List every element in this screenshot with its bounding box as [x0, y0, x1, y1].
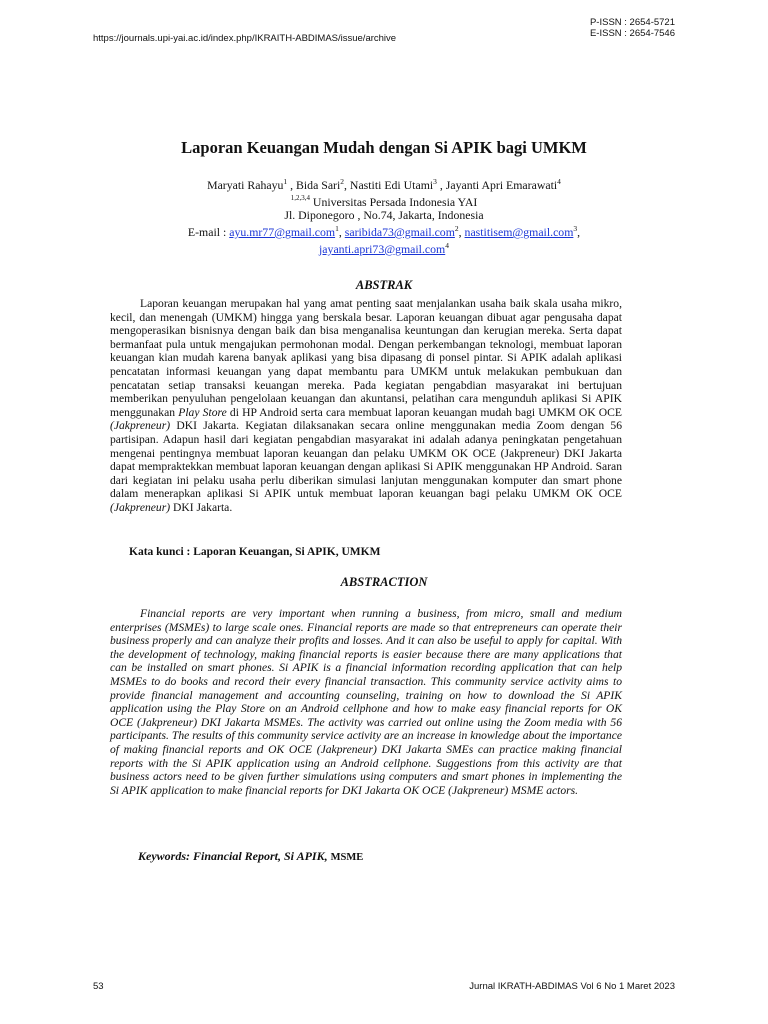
- email-sup: 4: [445, 240, 449, 250]
- affiliation: Universitas Persada Indonesia YAI: [312, 194, 478, 209]
- email-link[interactable]: ayu.mr77@gmail.com: [229, 224, 336, 239]
- email-line: [0, 239, 768, 256]
- email-sup: 1: [335, 223, 339, 233]
- abstrak-heading: ABSTRAK: [355, 278, 413, 292]
- abstraction-paragraph: Financial reports are very important when running a business, from micro, small and medium enterprises (MSMEs) to large scale ones. Financial reports are made so that entrepreneurs can operate their business properly and can analyze their profits and losses. And it can also be useful to apply for capital. With the development of technology, making financial reports is easier because there are many applications that can be installed on smart phones. Si APIK is a financial information recording application that can help MSMEs to do books and record their every financial transaction. This community service activity aims to provide financial management and accounting counseling, training on how to download the Si APIK application using the Play Store on an Android cellphone and how to make easy financial reports for OK OCE (Jakpreneur) DKI Jakarta MSMEs. The activity was carried out online using the Zoom media with 56 participants. The results of this community service activity are an increase in knowledge about the importance of making financial reports and OK OCE (Jakpreneur) DKI Jakarta SMEs can practice making financial reports with the Si APIK application using an Android cellphone. Suggestions from this activity are that business actors need to be given further simulations using computers and smart phones in implementing the Si APIK application to make financial reports for DKI Jakarta OK OCE (Jakpreneur) MSME actors.: [110, 607, 622, 797]
- abstrak-body: [110, 297, 622, 515]
- author-sup: 3: [433, 177, 437, 186]
- email-link[interactable]: saribida73@gmail.com: [344, 224, 455, 239]
- author-name: Maryati Rahayu: [207, 177, 284, 192]
- journal-footer: Jurnal IKRATH-ABDIMAS Vol 6 No 1 Maret 2023: [469, 981, 675, 992]
- author-name: Nastiti Edi Utami: [349, 177, 434, 192]
- email-label: E-mail :: [187, 224, 227, 239]
- abstrak-italic: (Jakpreneur): [110, 500, 171, 514]
- author-sup: 2: [340, 177, 345, 186]
- author-sup: 4: [557, 177, 561, 186]
- affiliation-line: [0, 192, 768, 209]
- author-block: [0, 175, 768, 256]
- abstrak-text: DKI Jakarta. Kegiatan dilaksanakan secara online menggunakan media Zoom dengan 56 partisipan. Adapun hasil dari kegiatan pengabdian masyarakat ini adalah adanya peningkatan pengetahuan mengenai pentingnya membuat laporan keuangan dan pelaku UMKM OK OCE (Jakpreneur) DKI Jakarta dapat mempraktekkan membuat laporan keuangan dengan aplikasi Si APIK menggunakan HP Android. Saran dari kegiatan ini pelaku usaha perlu diberikan simulasi lanjutan menggunakan komputer dan smart phone dalam menerapkan aplikasi Si APIK untuk membuat laporan keuangan bagi pelaku UMKM OK OCE: [110, 419, 622, 501]
- abstraction-heading: ABSTRACTION: [340, 575, 428, 589]
- abstraction-body: [110, 607, 622, 797]
- email-sup: 3: [573, 223, 578, 233]
- affiliation-sup: 1,2,3,4: [290, 193, 310, 202]
- abstrak-italic: Play Store: [178, 405, 227, 419]
- abstrak-text: DKI Jakarta.: [170, 500, 233, 514]
- journal-url[interactable]: https://journals.upi-yai.ac.id/index.php/IKRAITH-ABDIMAS/issue/archive: [93, 33, 397, 44]
- author-line: Maryati Rahayu$^1$ , Bida Sari$^2$, Nastiti Edi Utami$^3$ , Jayanti Apri Emarawati$^4$: [207, 177, 561, 192]
- email-sup: 2: [454, 223, 459, 233]
- email-link[interactable]: nastitisem@gmail.com: [464, 224, 574, 239]
- author-sup: 1: [283, 177, 288, 186]
- abstrak-text: Laporan keuangan merupakan hal yang amat penting saat menjalankan usaha baik skala usaha mikro, kecil, dan menengah (UMKM) hingga yang berskala besar. Laporan keuangan dibuat agar pengusaha dapat mengoperasikan bisnisnya dengan baik dan bisa menganalisa keuntungan dan kerugian mereka. Serta dapat bermanfaat pula untuk mengajukan permohonan modal. Dengan perkembangan teknologi, membuat laporan keuangan kian mudah karena banyak aplikasi yang bisa dipasang di ponsel pintar. Si APIK adalah aplikasi pencatatan informasi keuangan yang dapat membantu para UMKM untuk melakukan pembukuan dan pencatatan setiap transaksi keuangan mereka. Pada kegiatan pengabdian masyarakat ini bertujuan memberikan penyuluhan pengelolaan keuangan dan akuntansi, pelatihan cara mengunduh aplikasi Si APIK menggunakan: [110, 297, 622, 419]
- paper-title: Laporan Keuangan Mudah dengan Si APIK bagi UMKM: [181, 138, 587, 157]
- page-number: 53: [93, 981, 104, 992]
- keywords-last: MSME: [330, 852, 364, 863]
- author-name: Bida Sari: [296, 177, 341, 192]
- email-line: E-mail : ayu.mr77@gmail.com$^1$, saribida73@gmail.com$^2$, nastitisem@gmail.com$^3$,: [187, 223, 581, 239]
- keywords-label: Keywords: Financial Report, Si APIK,: [138, 849, 328, 863]
- keywords-line: [138, 849, 363, 864]
- abstrak-text: di HP Android serta cara membuat laporan keuangan mudah bagi UMKM OK OCE: [226, 405, 622, 419]
- email-link[interactable]: jayanti.apri73@gmail.com: [319, 241, 446, 256]
- abstrak-paragraph: [110, 297, 622, 515]
- abstrak-italic: (Jakpreneur): [110, 419, 171, 433]
- address: Jl. Diponegoro , No.74, Jakarta, Indonesia: [284, 207, 484, 222]
- e-issn: E-ISSN : 2654-7546: [589, 28, 675, 39]
- author-name: Jayanti Apri Emarawati: [445, 177, 558, 192]
- kata-kunci: Kata kunci : Laporan Keuangan, Si APIK, UMKM: [129, 546, 381, 558]
- issn-block: [590, 17, 675, 39]
- p-issn: P-ISSN : 2654-5721: [589, 17, 675, 28]
